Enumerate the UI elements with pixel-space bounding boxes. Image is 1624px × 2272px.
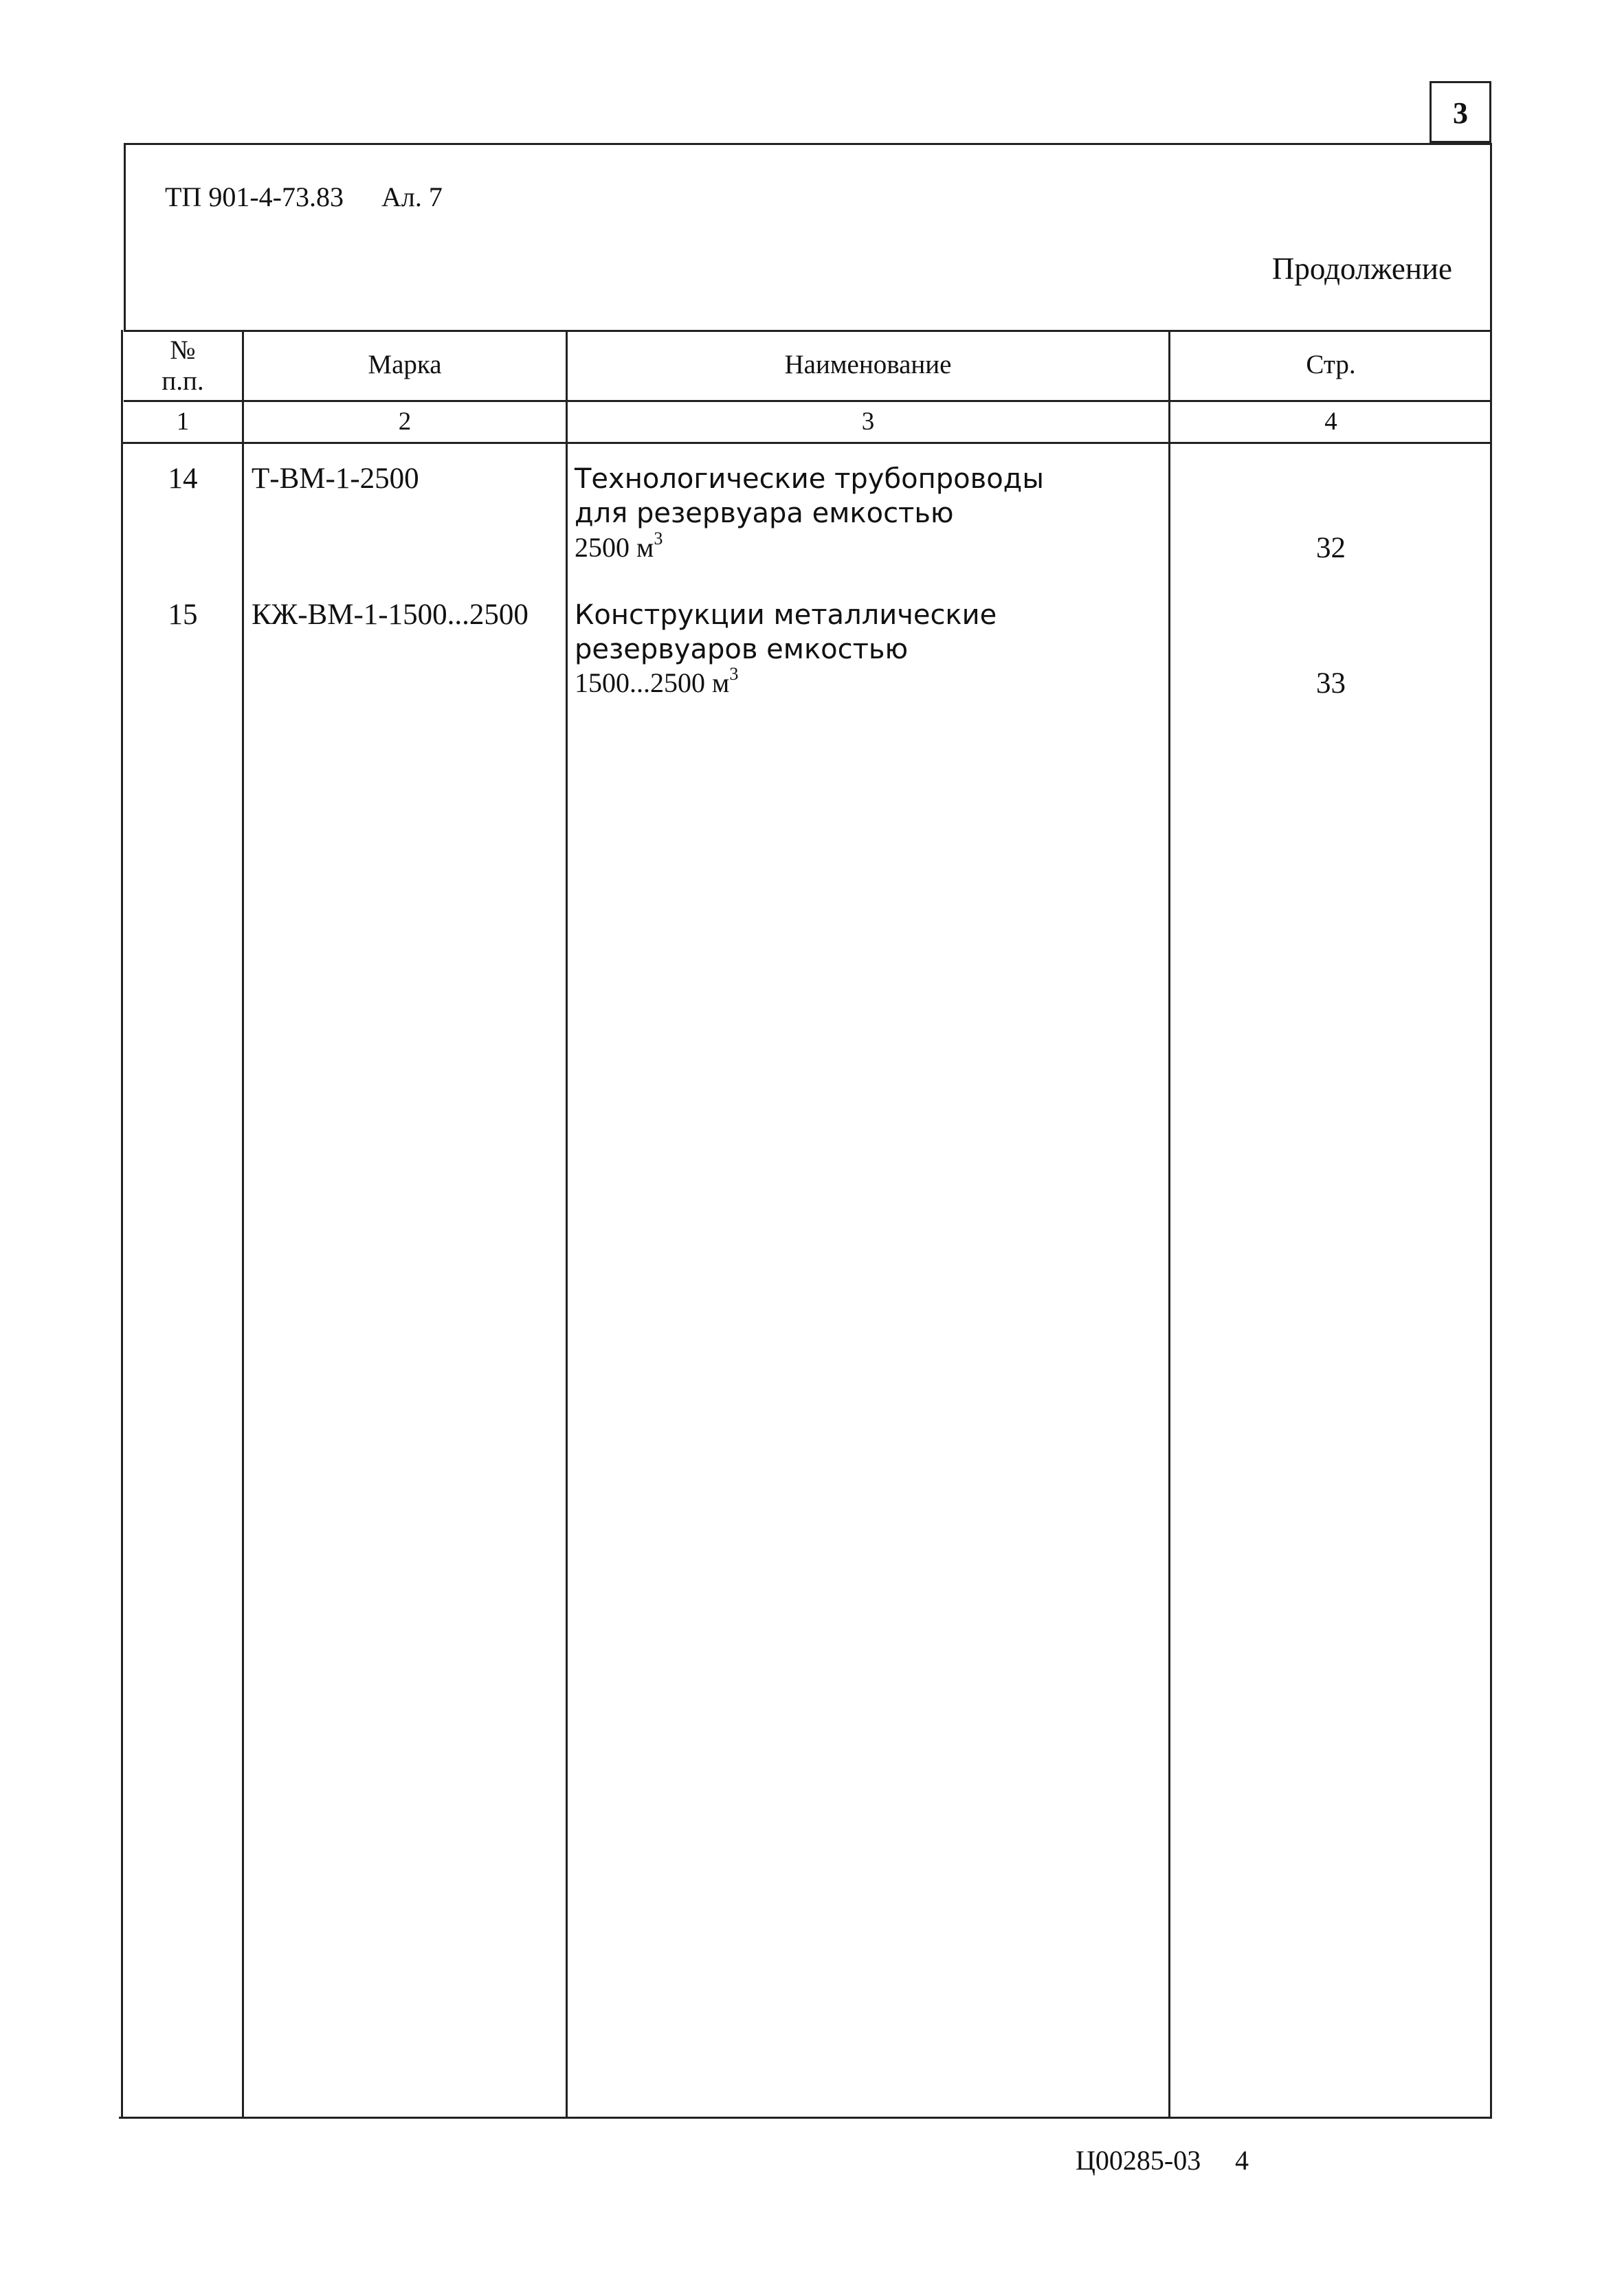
row-14-name-superscript: 3: [654, 528, 663, 548]
frame-top: [124, 143, 1491, 145]
col-index-1: 1: [176, 408, 190, 436]
col-divider-1: [242, 330, 244, 2119]
row-15-name-line1: Конструкции металлические: [575, 599, 997, 631]
col-index-4: 4: [1324, 408, 1337, 436]
row-14-no: 14: [168, 463, 198, 495]
col-index-3: 3: [861, 408, 875, 436]
table-bottom-line: [119, 2117, 1491, 2119]
row-15-name-superscript: 3: [729, 664, 739, 684]
page-number-box: [1430, 81, 1491, 143]
doc-code: ТП 901-4-73.83: [165, 181, 344, 212]
table-index-bottom-line: [122, 442, 1491, 444]
col-header-page: Стр.: [1306, 350, 1356, 379]
frame-right: [1490, 143, 1492, 2119]
row-14-page: 32: [1316, 532, 1346, 564]
row-14-name-line3: 2500 $м^3$: [575, 528, 663, 563]
col-index-2: 2: [398, 408, 412, 436]
col-divider-2: [566, 330, 568, 2119]
col-header-mark: Марка: [368, 350, 442, 379]
continuation-label: Продолжение: [1271, 252, 1452, 286]
frame-left-upper: [124, 143, 126, 332]
col-header-name: Наименование: [784, 350, 952, 379]
col-left-edge: [121, 330, 123, 2119]
footer-code: Ц00285-03: [1076, 2145, 1201, 2176]
row-15-name-line2: резервуаров емкостью: [575, 634, 909, 665]
row-15-mark: КЖ-ВМ-1-1500...2500: [252, 599, 529, 631]
table-header-bottom-line: [124, 400, 1491, 402]
col-header-no-line2: п.п.: [162, 366, 204, 396]
row-15-name-line3: 1500...2500 $м^3$: [575, 664, 739, 698]
page-number: 3: [1453, 96, 1468, 130]
row-15-no: 15: [168, 599, 198, 631]
row-14-name-line2: для резервуара емкостью: [575, 498, 954, 529]
row-14-name-line1: Технологические трубопроводы: [575, 463, 1044, 495]
table-top-line: [124, 330, 1491, 332]
album-label: Ал. 7: [381, 181, 443, 212]
footer-sheet: 4: [1235, 2145, 1249, 2176]
col-divider-3: [1168, 330, 1170, 2119]
col-header-no-line1: №: [170, 335, 196, 365]
row-14-mark: Т-ВМ-1-2500: [252, 463, 419, 495]
row-15-page: 33: [1316, 667, 1346, 700]
